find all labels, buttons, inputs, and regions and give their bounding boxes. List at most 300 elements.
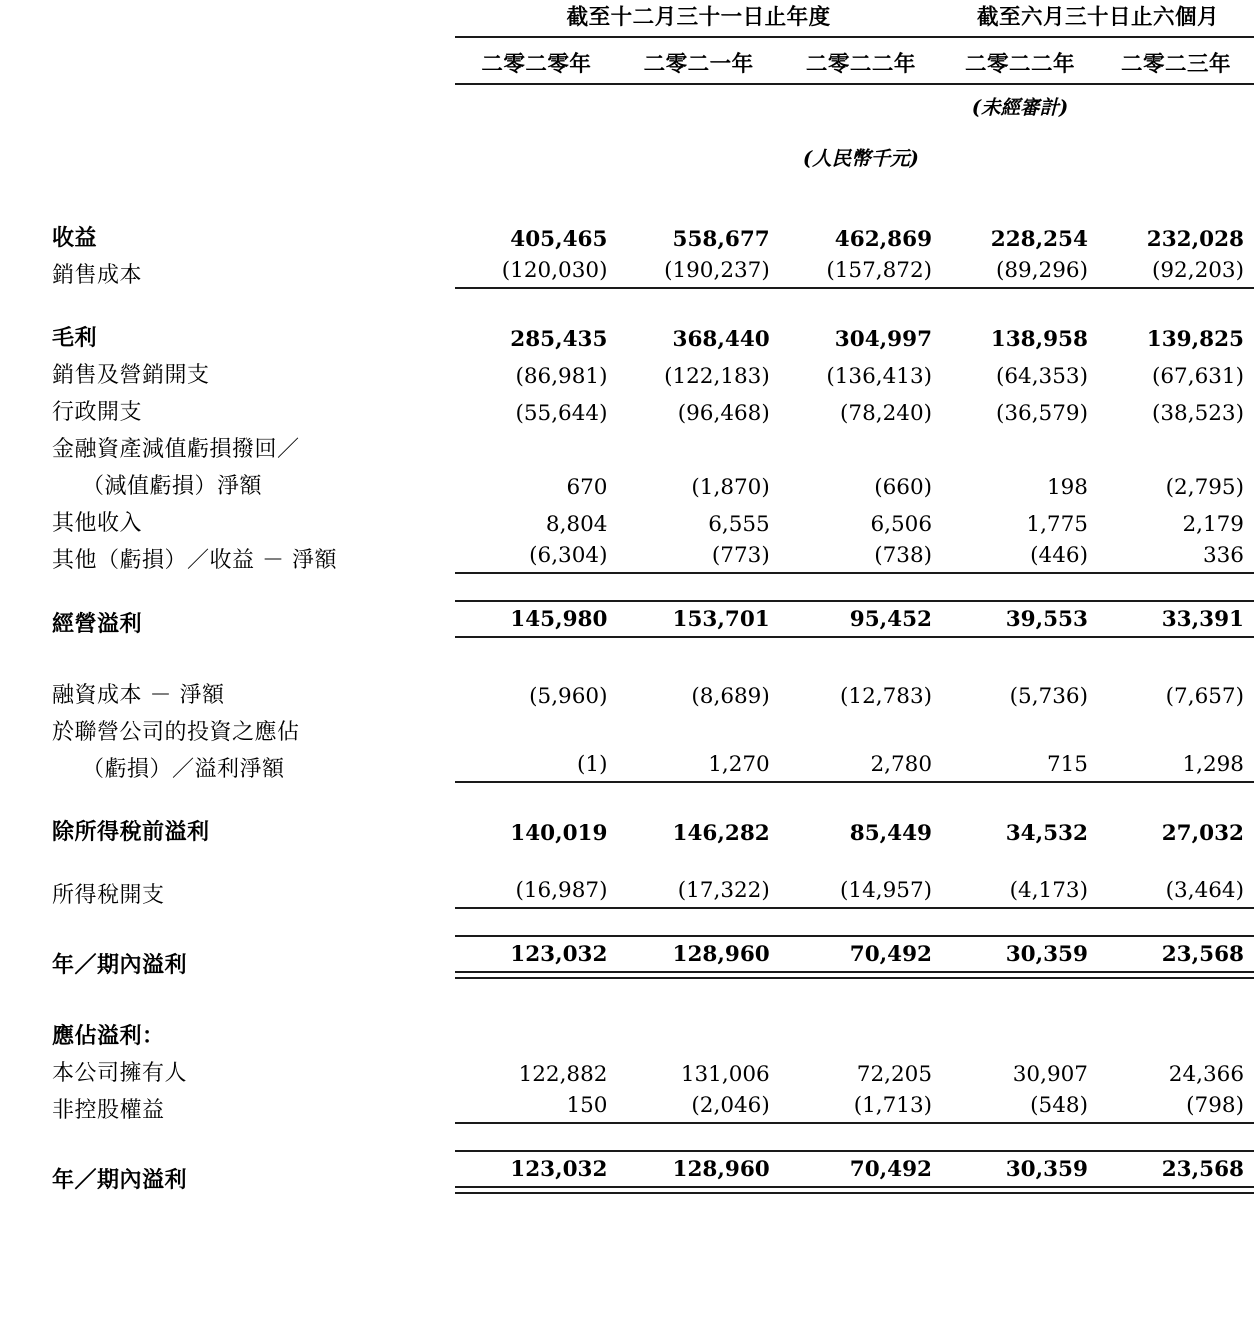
subtotal-rule [1098, 572, 1254, 574]
value-text: 34,532 [1005, 821, 1088, 846]
row-label: 經營溢利 [52, 611, 143, 637]
row-value [780, 1013, 942, 1050]
column-heading-2021: 二零二一年 [643, 52, 754, 77]
row-value [455, 709, 617, 746]
subtotal-rule [780, 781, 942, 783]
value-text: (16,987) [515, 878, 608, 903]
column-heading-2022-annual: 二零二二年 [805, 52, 916, 77]
total-double-rule [780, 971, 942, 979]
row-value [455, 1013, 617, 1050]
row-value [455, 600, 617, 638]
row-value [617, 935, 779, 979]
unit-note-pad-3 [942, 120, 1098, 171]
row-value [455, 215, 617, 252]
row-value [617, 746, 779, 783]
row-label: 其他收入 [52, 511, 143, 536]
value-text: 1,298 [1182, 752, 1244, 777]
total-double-rule [1098, 971, 1254, 979]
value-text: (8,689) [691, 684, 770, 709]
row-value [617, 352, 779, 389]
row-value [455, 1050, 617, 1087]
value-text: (136,413) [826, 364, 933, 389]
spacer-cell [0, 289, 1254, 315]
value-text: (157,872) [826, 258, 933, 283]
above-total-rule [942, 935, 1098, 937]
row-value [617, 809, 779, 846]
row-value [942, 1087, 1098, 1124]
unaudited-note: (未經審計) [971, 96, 1069, 119]
subtotal-rule [780, 287, 942, 289]
value-text: (38,523) [1151, 401, 1244, 426]
value-text: 670 [566, 475, 608, 500]
row-value [1098, 1087, 1254, 1124]
value-text: 72,205 [856, 1062, 933, 1087]
header-bottom-spacer-row [0, 171, 1254, 215]
row-value [617, 1150, 779, 1194]
value-text: 285,435 [510, 327, 608, 352]
group-rule-pad-row [0, 37, 1254, 47]
subtotal-rule [1098, 907, 1254, 909]
value-text: 139,825 [1146, 327, 1244, 352]
above-total-rule [1098, 600, 1254, 602]
value-text: (120,030) [501, 258, 608, 283]
value-text: (5,960) [529, 684, 608, 709]
subtotal-rule [617, 636, 779, 638]
above-total-rule [942, 600, 1098, 602]
value-text: 128,960 [672, 942, 770, 967]
row-value [780, 600, 942, 638]
row-label: （虧損）／溢利淨額 [82, 757, 285, 782]
subtotal-rule [455, 781, 617, 783]
row-value [780, 809, 942, 846]
value-text: 6,506 [870, 512, 933, 537]
value-text: (2,795) [1165, 475, 1244, 500]
spacer-row [0, 289, 1254, 315]
value-text: 30,907 [1012, 1062, 1088, 1087]
row-label: 其他（虧損）／收益 － 淨額 [52, 548, 337, 573]
unit-note-pad-4 [1098, 120, 1254, 171]
row-value [455, 746, 617, 783]
value-text: 138,958 [990, 327, 1088, 352]
value-text: (660) [874, 475, 933, 500]
above-total-rule [455, 600, 617, 602]
group-heading-interim: 截至六月三十日止六個月 [977, 5, 1220, 30]
value-text: 715 [1046, 752, 1088, 777]
row-value [455, 872, 617, 909]
unit-note-pad-1 [455, 120, 617, 171]
spacer-row [0, 638, 1254, 672]
value-text: (738) [874, 543, 933, 568]
row-value [780, 672, 942, 709]
subtotal-rule [617, 907, 779, 909]
row-value [617, 426, 779, 463]
row-value [942, 709, 1098, 746]
row-value [1098, 872, 1254, 909]
header-bottom-spacer [0, 171, 1254, 215]
subtotal-rule [1098, 636, 1254, 638]
table-row [0, 1013, 1254, 1050]
row-value [617, 709, 779, 746]
value-text: 405,465 [510, 227, 608, 252]
value-text: (17,322) [677, 878, 770, 903]
row-value [942, 252, 1098, 289]
value-text: (1,713) [853, 1093, 933, 1118]
subtotal-rule [455, 636, 617, 638]
value-text: 150 [566, 1093, 608, 1118]
row-value [780, 746, 942, 783]
row-value [942, 352, 1098, 389]
row-label: （減值虧損）淨額 [82, 474, 263, 499]
row-label: 應佔溢利： [52, 1023, 165, 1049]
row-value [617, 389, 779, 426]
value-text: (92,203) [1151, 258, 1244, 283]
subtotal-rule [942, 636, 1098, 638]
value-text: 140,019 [510, 821, 608, 846]
row-value [1098, 463, 1254, 500]
subtotal-rule [1098, 781, 1254, 783]
value-text: 2,179 [1182, 512, 1244, 537]
above-total-rule [1098, 935, 1254, 937]
row-value [1098, 500, 1254, 537]
row-value [1098, 709, 1254, 746]
above-total-rule [455, 1150, 617, 1152]
column-heading-2023-interim: 二零二三年 [1120, 52, 1231, 77]
column-heading-2020: 二零二零年 [481, 52, 592, 77]
row-value [1098, 352, 1254, 389]
value-text: 198 [1046, 475, 1088, 500]
subtotal-rule [942, 1122, 1098, 1124]
table-row [0, 672, 1254, 709]
above-total-rule [780, 1150, 942, 1152]
group-rule-pad [0, 37, 1254, 47]
value-text: 1,775 [1026, 512, 1088, 537]
row-value [617, 500, 779, 537]
spacer-cell [0, 783, 1254, 809]
row-value [455, 537, 617, 574]
value-text: (14,957) [840, 878, 933, 903]
table-row [0, 426, 1254, 463]
value-text: (12,783) [840, 684, 933, 709]
header-spacer [0, 0, 455, 36]
row-value [942, 672, 1098, 709]
table-row [0, 352, 1254, 389]
row-value [780, 1150, 942, 1194]
value-text: (798) [1186, 1093, 1244, 1118]
value-text: (773) [711, 543, 770, 568]
row-value [780, 872, 942, 909]
table-header [0, 0, 1254, 215]
value-text: 95,452 [849, 607, 933, 632]
above-total-rule [942, 1150, 1098, 1152]
row-value [780, 500, 942, 537]
row-value [942, 389, 1098, 426]
value-text: 24,366 [1168, 1062, 1244, 1087]
value-text: (2,046) [691, 1093, 770, 1118]
row-value [942, 1013, 1098, 1050]
row-value [455, 935, 617, 979]
table-row [0, 935, 1254, 979]
row-label: 年／期內溢利 [52, 952, 188, 978]
row-value [780, 352, 942, 389]
header-spacer-2 [0, 47, 455, 83]
row-label: 於聯營公司的投資之應佔 [52, 720, 300, 745]
value-text: (7,657) [1165, 684, 1244, 709]
row-value [1098, 1050, 1254, 1087]
row-value [455, 1087, 617, 1124]
row-value [780, 709, 942, 746]
value-text: 123,032 [510, 1157, 608, 1182]
row-value [455, 315, 617, 352]
value-text: (190,237) [664, 258, 770, 283]
table-row [0, 389, 1254, 426]
value-text: 146,282 [672, 821, 770, 846]
value-text: 232,028 [1146, 227, 1244, 252]
row-label: 除所得稅前溢利 [52, 819, 210, 845]
value-text: 70,492 [849, 1157, 933, 1182]
value-text: 30,359 [1005, 942, 1088, 967]
value-text: (55,644) [515, 401, 608, 426]
above-total-rule [455, 935, 617, 937]
total-double-rule [617, 971, 779, 979]
above-total-rule [617, 935, 779, 937]
spacer-row [0, 783, 1254, 809]
row-value [617, 252, 779, 289]
value-text: 145,980 [510, 607, 608, 632]
table-row [0, 872, 1254, 909]
value-text: 8,804 [545, 512, 608, 537]
subtotal-rule [780, 572, 942, 574]
table-row [0, 809, 1254, 846]
row-value [1098, 252, 1254, 289]
subtotal-rule [617, 287, 779, 289]
value-text: 85,449 [849, 821, 933, 846]
row-value [1098, 600, 1254, 638]
value-text: 228,254 [990, 227, 1088, 252]
row-label: 本公司擁有人 [52, 1061, 188, 1086]
table-row [0, 215, 1254, 252]
row-value [1098, 315, 1254, 352]
spacer-row [0, 574, 1254, 600]
spacer-cell [0, 979, 1254, 1013]
value-text: 2,780 [870, 752, 933, 777]
group-heading-row [0, 0, 1254, 36]
row-value [780, 1050, 942, 1087]
row-value [780, 215, 942, 252]
row-label: 行政開支 [52, 400, 143, 425]
subtotal-rule [1098, 287, 1254, 289]
above-total-rule [1098, 1150, 1254, 1152]
table-row [0, 709, 1254, 746]
row-value [617, 463, 779, 500]
row-value [617, 315, 779, 352]
row-label: 非控股權益 [52, 1098, 165, 1123]
value-text: (78,240) [840, 401, 933, 426]
subtotal-rule [455, 287, 617, 289]
value-text: 39,553 [1005, 607, 1088, 632]
row-label: 毛利 [52, 325, 98, 351]
value-text: 70,492 [849, 942, 933, 967]
above-total-rule [617, 1150, 779, 1152]
value-text: (4,173) [1009, 878, 1088, 903]
row-value [780, 1087, 942, 1124]
row-label: 收益 [52, 225, 98, 251]
row-value [942, 746, 1098, 783]
row-value [455, 1150, 617, 1194]
row-value [455, 672, 617, 709]
row-value [780, 463, 942, 500]
unit-note-pad-2 [617, 120, 779, 171]
row-value [617, 600, 779, 638]
subtotal-rule [942, 781, 1098, 783]
table-row [0, 315, 1254, 352]
value-text: 558,677 [672, 227, 770, 252]
unaudited-note-row [0, 84, 1254, 120]
row-label: 銷售成本 [52, 263, 143, 288]
unaudited-note-spacer [0, 84, 942, 120]
spacer-cell [0, 909, 1254, 935]
subtotal-rule [617, 1122, 779, 1124]
row-value [455, 252, 617, 289]
row-value [1098, 426, 1254, 463]
row-value [942, 1150, 1098, 1194]
total-double-rule [455, 1186, 617, 1194]
unaudited-note-spacer-right [1098, 84, 1254, 120]
row-label: 年／期內溢利 [52, 1167, 188, 1193]
row-value [617, 1013, 779, 1050]
row-value [455, 426, 617, 463]
value-text: 128,960 [672, 1157, 770, 1182]
table-row [0, 252, 1254, 289]
spacer-row [0, 909, 1254, 935]
spacer-row [0, 846, 1254, 872]
row-value [942, 600, 1098, 638]
table-row [0, 537, 1254, 574]
spacer-row [0, 979, 1254, 1013]
row-value [942, 537, 1098, 574]
row-value [617, 672, 779, 709]
value-text: (122,183) [664, 364, 770, 389]
row-value [1098, 537, 1254, 574]
total-double-rule [1098, 1186, 1254, 1194]
subtotal-rule [780, 1122, 942, 1124]
value-text: (36,579) [995, 401, 1088, 426]
row-value [780, 537, 942, 574]
unit-note-spacer-left [0, 120, 455, 171]
row-value [617, 537, 779, 574]
column-heading-row [0, 47, 1254, 83]
value-text: (1,870) [691, 475, 770, 500]
table-body [0, 215, 1254, 1194]
row-value [780, 315, 942, 352]
value-text: (96,468) [677, 401, 770, 426]
row-value [1098, 935, 1254, 979]
table-row [0, 1150, 1254, 1194]
value-text: 33,391 [1161, 607, 1244, 632]
row-value [942, 215, 1098, 252]
value-text: 131,006 [680, 1062, 770, 1087]
value-text: 336 [1202, 543, 1244, 568]
value-text: 304,997 [834, 327, 933, 352]
subtotal-rule [617, 781, 779, 783]
table-row [0, 1050, 1254, 1087]
subtotal-rule [455, 907, 617, 909]
value-text: 462,869 [834, 227, 933, 252]
row-value [780, 389, 942, 426]
row-value [942, 809, 1098, 846]
row-value [455, 352, 617, 389]
value-text: (89,296) [995, 258, 1088, 283]
row-value [942, 500, 1098, 537]
unit-note: (人民幣千元) [802, 147, 919, 170]
row-value [455, 389, 617, 426]
row-value [942, 1050, 1098, 1087]
value-text: 6,555 [708, 512, 770, 537]
table-row [0, 463, 1254, 500]
total-double-rule [942, 1186, 1098, 1194]
row-value [942, 426, 1098, 463]
row-value [617, 1050, 779, 1087]
row-label: 融資成本 － 淨額 [52, 683, 225, 708]
unit-note-row [0, 120, 1254, 171]
total-double-rule [780, 1186, 942, 1194]
value-text: 27,032 [1161, 821, 1244, 846]
row-value [1098, 1013, 1254, 1050]
value-text: 30,359 [1005, 1157, 1088, 1182]
value-text: (548) [1030, 1093, 1088, 1118]
row-label: 所得稅開支 [52, 883, 165, 908]
value-text: (67,631) [1151, 364, 1244, 389]
above-total-rule [780, 600, 942, 602]
above-total-rule [780, 935, 942, 937]
above-total-rule [617, 600, 779, 602]
row-value [780, 935, 942, 979]
value-text: 123,032 [510, 942, 608, 967]
column-heading-2022-interim: 二零二二年 [965, 52, 1076, 77]
spacer-row [0, 1124, 1254, 1150]
value-text: (64,353) [995, 364, 1088, 389]
table-row [0, 500, 1254, 537]
row-value [617, 872, 779, 909]
subtotal-rule [942, 572, 1098, 574]
value-text: (5,736) [1009, 684, 1088, 709]
value-text: 23,568 [1161, 942, 1244, 967]
value-text: 153,701 [672, 607, 770, 632]
spacer-cell [0, 638, 1254, 672]
total-double-rule [455, 971, 617, 979]
row-value [942, 463, 1098, 500]
row-value [617, 1087, 779, 1124]
value-text: (1) [577, 752, 608, 777]
row-value [1098, 672, 1254, 709]
row-value [1098, 809, 1254, 846]
row-label: 銷售及營銷開支 [52, 363, 210, 388]
spacer-cell [0, 574, 1254, 600]
spacer-cell [0, 1124, 1254, 1150]
value-text: 23,568 [1161, 1157, 1244, 1182]
value-text: (446) [1030, 543, 1088, 568]
row-value [1098, 389, 1254, 426]
row-value [455, 500, 617, 537]
subtotal-rule [1098, 1122, 1254, 1124]
row-value [942, 315, 1098, 352]
value-text: (3,464) [1165, 878, 1244, 903]
value-text: 122,882 [518, 1062, 608, 1087]
table-row [0, 600, 1254, 638]
subtotal-rule [942, 907, 1098, 909]
total-double-rule [617, 1186, 779, 1194]
row-value [455, 463, 617, 500]
subtotal-rule [617, 572, 779, 574]
